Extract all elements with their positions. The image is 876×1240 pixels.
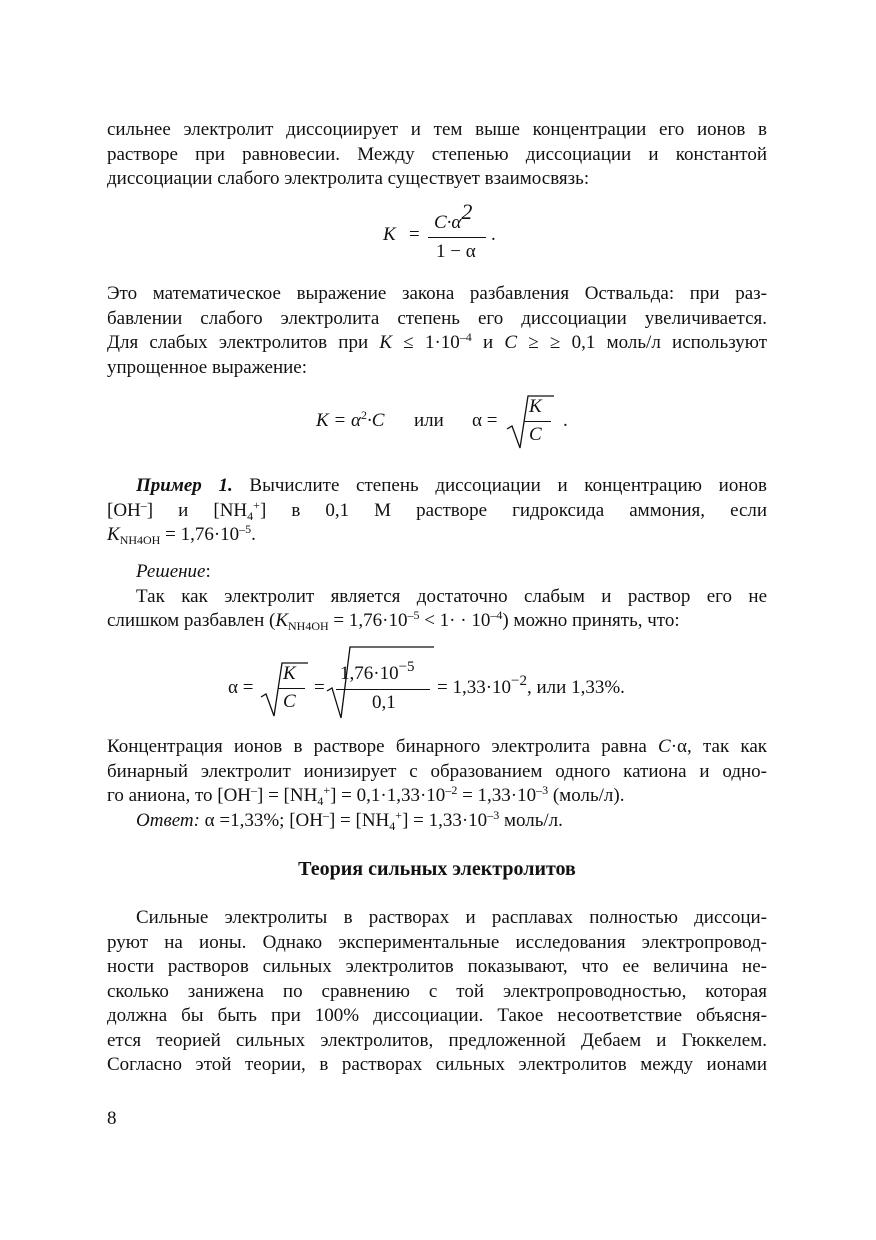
fraction-bar — [336, 689, 430, 690]
text-line: сколько занижена по сравнению с той электропроводностью, которая — [107, 980, 767, 1002]
text-line: го аниона, то $[OH^-] = [NH_4^+] = 0,1\cdot 1,33\cdot 10^{-2} = 1,33\cdot 10^{-3}$ (моль/л). — [107, 783, 625, 808]
text-line: растворе при равновесии. Между степенью диссоциации и константой — [107, 143, 767, 165]
answer-line: Ответ: α =1,33%; $[OH^-] = [NH_4^+] = 1,33\cdot 10^{-3}$ моль/л. — [136, 807, 563, 833]
page-number: 8 — [107, 1108, 117, 1129]
paragraph-concentration — [107, 735, 767, 833]
text-line: руют на ионы. Однако экспериментальные исследования электропровод- — [107, 931, 767, 953]
text-line: Это математическое выражение закона разбавления Оствальда: при раз- — [107, 283, 767, 304]
text-line: упрощенное выражение: — [107, 356, 308, 378]
text-line: Концентрация ионов в растворе бинарного электролита равна C·α, так как — [107, 736, 768, 757]
formula-den: C — [529, 424, 542, 445]
formula-numerator: C·α2 — [434, 199, 473, 233]
calc-den1: C — [283, 691, 296, 712]
formula-left: $K = \alpha^2\cdot C$ — [316, 408, 385, 431]
example-block — [107, 474, 767, 548]
calculation-formula — [228, 645, 658, 725]
formula-period: . — [491, 224, 496, 245]
formula-K: K — [383, 224, 396, 245]
text-line: Решение: — [136, 561, 211, 582]
formula-period: . — [563, 410, 568, 431]
calc-den2: 0,1 — [372, 692, 396, 713]
calc-result: = $1,33\cdot 10^{-2}$, или 1,33%. — [437, 673, 625, 698]
text-line: $K_{NH4OH} = 1,76\cdot 10^{-5}$. — [107, 522, 256, 547]
formula-denominator: 1 − α — [436, 241, 476, 262]
formula-equals: = — [409, 224, 420, 245]
text-line: Согласно этой теории, в растворах сильных электролитов между ионами — [107, 1054, 767, 1075]
example-label: Пример 1. — [136, 475, 233, 496]
answer-label: Ответ: — [136, 809, 200, 831]
paragraph-ostwald — [107, 282, 767, 380]
solution-label: Решение — [136, 561, 206, 582]
section-title: Теория сильных электролитов — [298, 858, 576, 880]
calc-num1: K — [283, 663, 296, 684]
calc-eq1: = — [314, 677, 325, 698]
simplified-formula — [310, 390, 570, 455]
text-line: должна бы быть при 100% диссоциации. Такое несоответствие объясня- — [107, 1005, 767, 1026]
ostwald-formula — [380, 200, 520, 270]
formula-num: K — [529, 396, 542, 417]
text-line: [OH–] и $[NH_4^+]$ в 0,1 М растворе гидроксида аммония, если — [107, 497, 768, 523]
fraction-bar — [428, 237, 486, 238]
text-line: диссоциации слабого электролита существует взаимосвязь: — [107, 168, 590, 189]
text-line: ности растворов сильных электролитов показывают, что ее величина не- — [107, 956, 767, 977]
text-line: Для слабых электролитов при $K \le 1\cdot 10^{-4}$ и C ≥ ≥ 0,1 моль/л используют — [107, 330, 768, 353]
text-line: бинарный электролит ионизирует с образованием одного катиона и одно- — [107, 760, 767, 782]
fraction-bar — [524, 421, 551, 422]
fraction-bar — [278, 688, 305, 689]
formula-numerator-exp: 2 — [461, 199, 473, 224]
solution-block — [107, 560, 767, 634]
text-line: ется теорией сильных электролитов, предложенной Дебаем и Гюккелем. — [107, 1029, 767, 1051]
calc-num2: $1,76\cdot 10^{-5}$ — [340, 659, 415, 684]
formula-alpha-eq: α = — [472, 410, 498, 431]
paragraph-strong-electrolytes — [107, 906, 767, 1078]
paragraph-intro — [107, 118, 767, 192]
text-line: бавлении слабого электролита степень его диссоциации увеличивается. — [107, 307, 767, 329]
text-line: сильнее электролит диссоциирует и тем выше концентрации его ионов в — [107, 119, 767, 140]
calc-alpha: α = — [228, 677, 254, 698]
text-line: слишком разбавлен $(K_{NH4OH} = 1,76\cdot 10^{-5} < 1\cdot \cdot 10^{-4})$ можно принять, что: — [107, 608, 680, 633]
text-line: Так как электролит является достаточно слабым и раствор его не — [136, 585, 767, 607]
formula-or: или — [414, 410, 444, 431]
text-line: Сильные электролиты в растворах и расплавах полностью диссоци- — [136, 907, 767, 928]
text-line: Пример 1. Вычислите степень диссоциации и концентрацию ионов — [136, 475, 767, 496]
